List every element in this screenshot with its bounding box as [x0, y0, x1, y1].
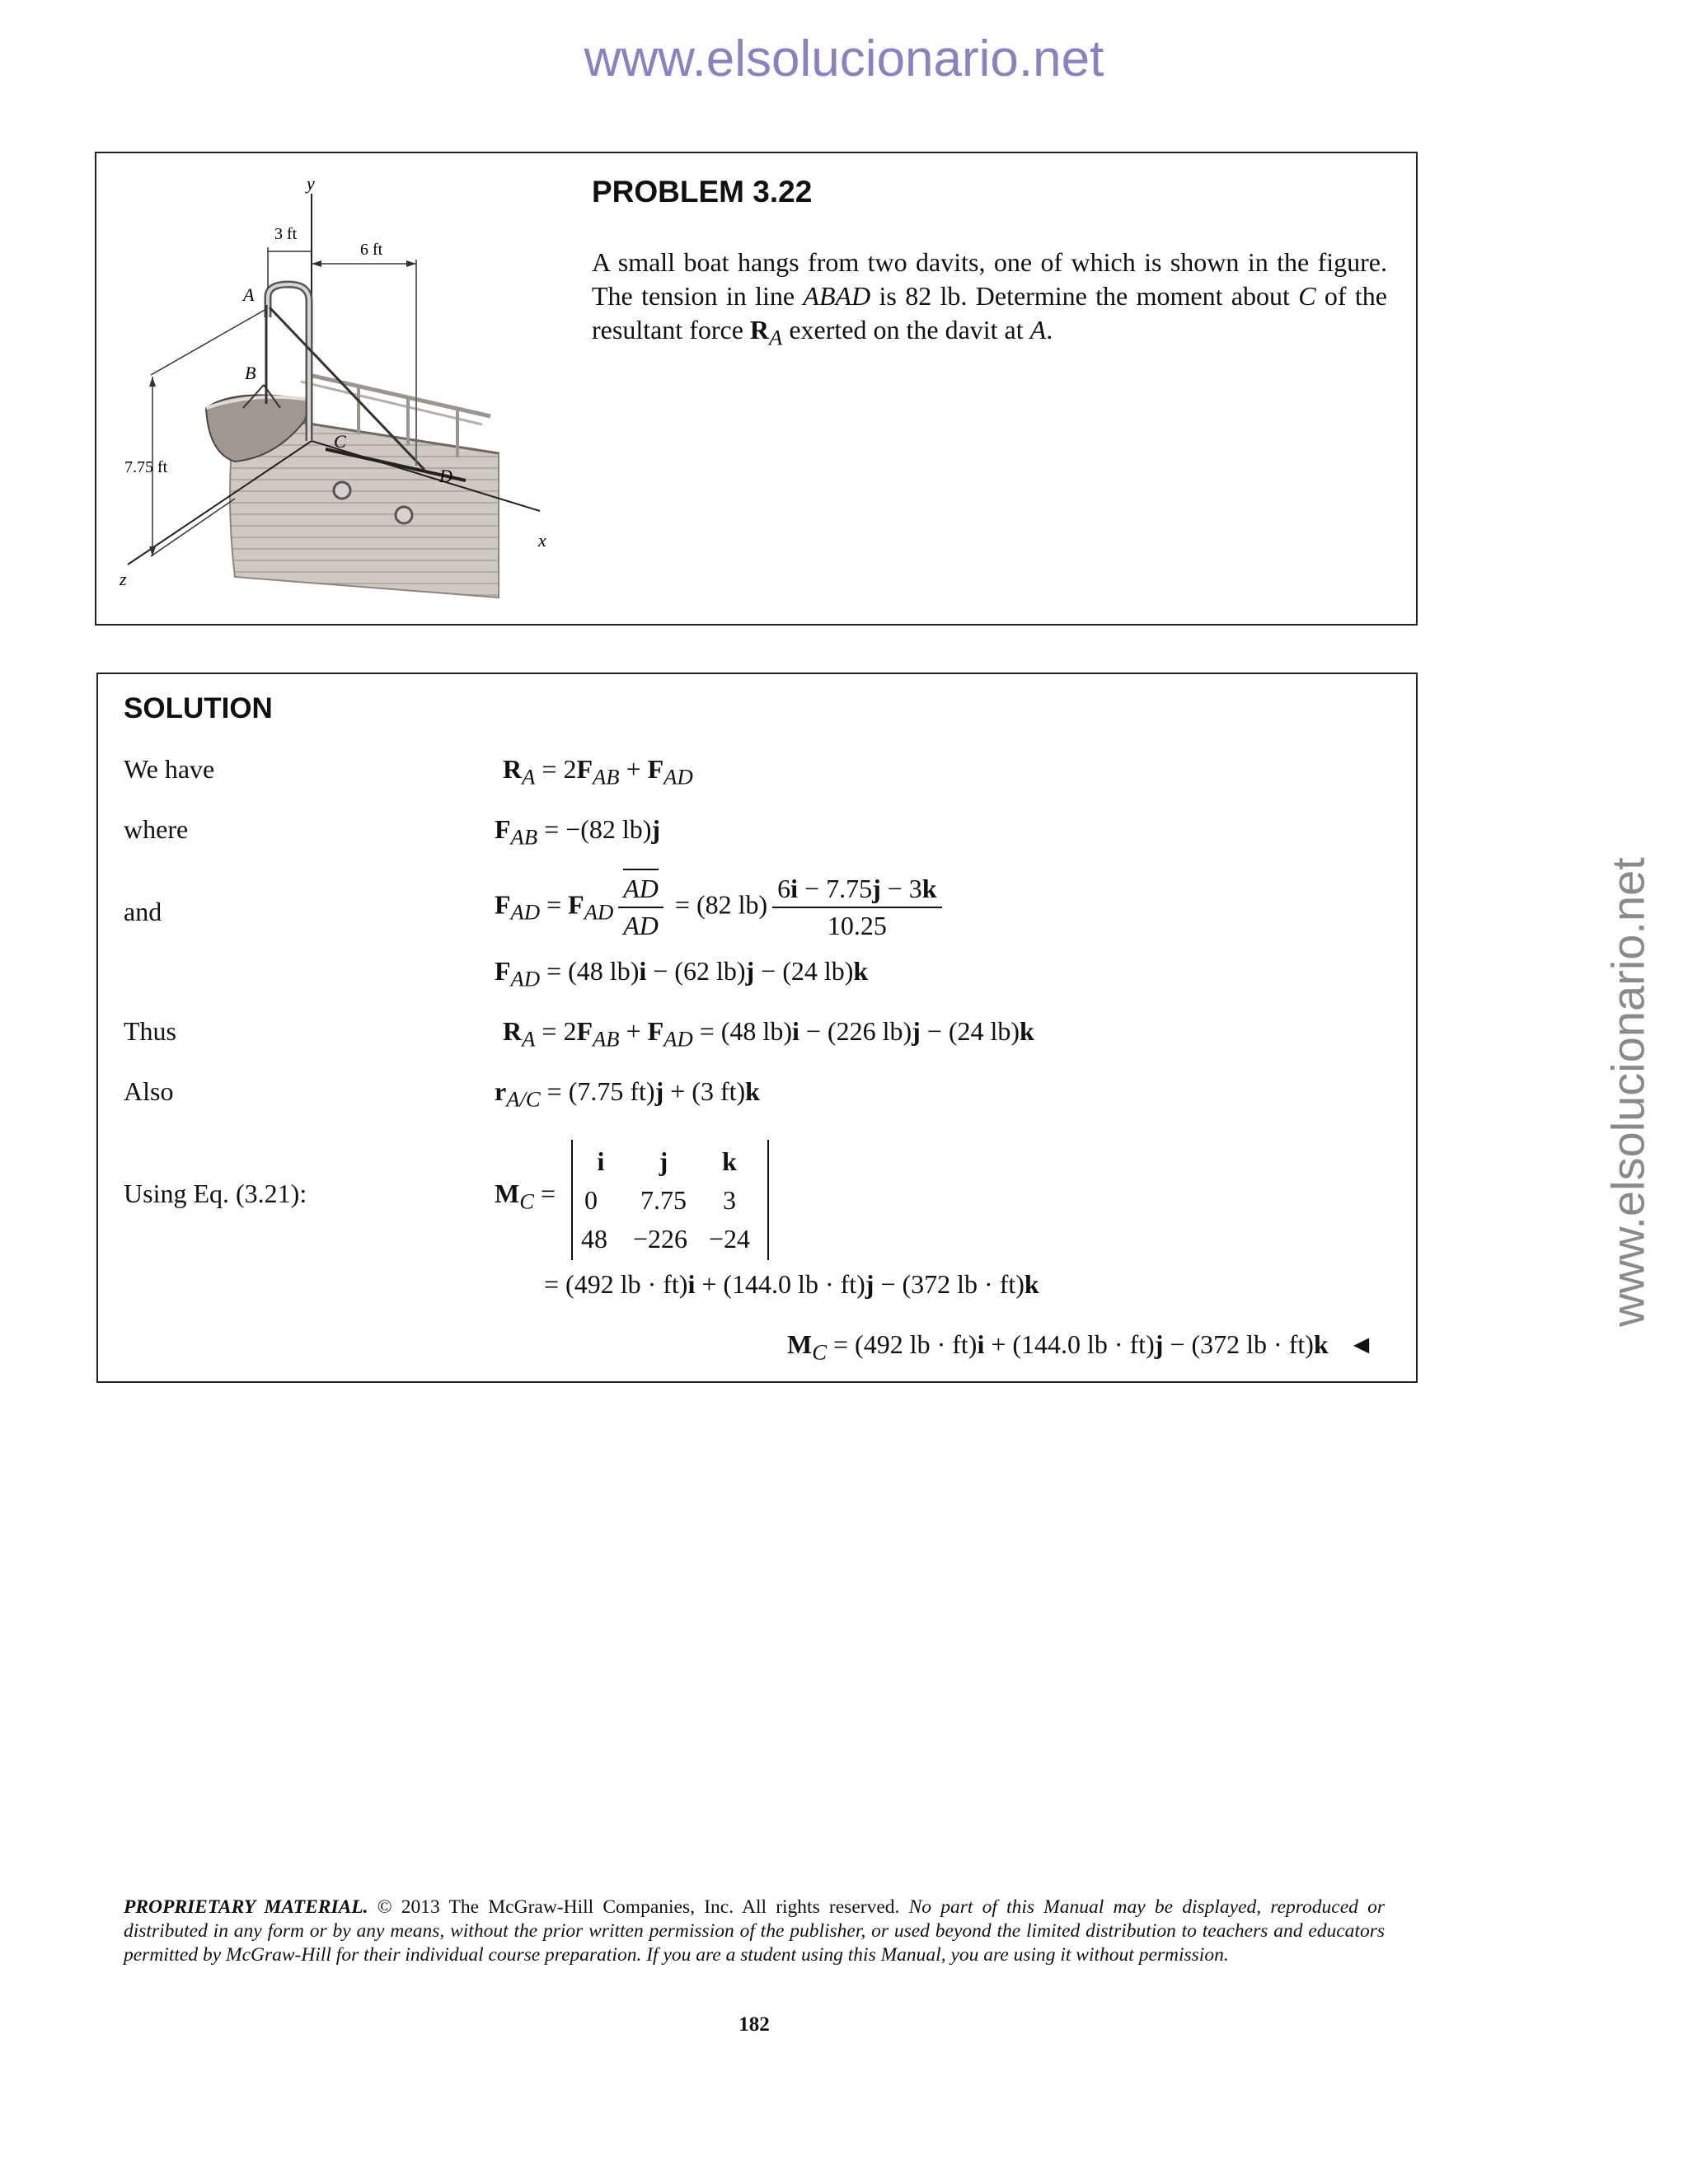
matrix-cell: −226: [632, 1224, 688, 1254]
eq-text: − 3: [880, 874, 922, 903]
eq-text: − (24 lb): [920, 1016, 1020, 1046]
eq-subscript: A: [522, 764, 536, 790]
fraction-unit-vector: [618, 874, 663, 941]
eq-symbol: AD: [623, 874, 659, 903]
eq-symbol: k: [1313, 1329, 1329, 1359]
eq-text: = (492 lb · ft): [544, 1269, 688, 1299]
matrix-cell: i: [597, 1146, 605, 1176]
equation-FAD-unit: [495, 874, 947, 941]
label-also: Also: [124, 1076, 174, 1106]
eq-subscript: C: [812, 1339, 827, 1365]
eq-symbol: r: [495, 1076, 507, 1106]
footer-text: © 2013 The McGraw-Hill Companies, Inc. All rights reserved.: [368, 1896, 909, 1918]
eq-symbol: j: [654, 1076, 664, 1106]
problem-text: of the resultant force: [592, 281, 1388, 344]
matrix-cell: 48: [581, 1224, 607, 1254]
eq-symbol: k: [1024, 1269, 1039, 1299]
equation-FAD-result: [495, 956, 868, 991]
eq-text: 10.25: [827, 911, 887, 940]
eq-symbol: k: [1020, 1016, 1034, 1046]
eq-symbol: F: [495, 814, 511, 844]
eq-text: − (226 lb): [799, 1016, 912, 1046]
eq-symbol: j: [912, 1016, 921, 1046]
label-D: D: [439, 466, 452, 486]
label-where: where: [124, 814, 189, 844]
eq-symbol: F: [647, 754, 664, 784]
eq-text: 6: [777, 874, 791, 903]
final-answer: [787, 1329, 1374, 1365]
eq-text: = (7.75 ft): [540, 1076, 655, 1106]
eq-text: = (82 lb): [668, 889, 768, 920]
eq-symbol: j: [872, 874, 881, 903]
eq-text: + (144.0 lb · ft): [695, 1269, 865, 1299]
eq-text: +: [619, 1016, 648, 1046]
eq-text: = (48 lb): [540, 956, 640, 986]
eq-symbol: F: [568, 889, 584, 920]
eq-text: +: [619, 754, 648, 784]
fraction-components: [772, 874, 941, 941]
eq-subscript: AD: [510, 899, 541, 925]
label-x: x: [538, 530, 546, 551]
eq-symbol: i: [791, 1016, 799, 1046]
eq-symbol: F: [576, 754, 593, 784]
eq-text: =: [533, 1179, 556, 1208]
label-y: y: [307, 173, 315, 194]
eq-subscript: AB: [593, 764, 620, 790]
eq-symbol: k: [745, 1076, 760, 1106]
eq-symbol: i: [639, 956, 647, 986]
page-number: 182: [738, 2013, 770, 2036]
eq-subscript: AD: [510, 966, 541, 991]
label-we-have: We have: [124, 754, 215, 784]
eq-symbol: i: [977, 1329, 985, 1359]
equation-FAB: [495, 814, 660, 850]
eq-symbol: j: [651, 814, 661, 844]
eq-text: = −(82 lb): [537, 814, 652, 844]
eq-subscript: AD: [584, 899, 614, 925]
eq-text: = (48 lb): [692, 1016, 792, 1046]
eq-symbol: F: [495, 889, 511, 920]
problem-title: PROBLEM 3.22: [592, 175, 813, 209]
eq-text: − 7.75: [798, 874, 873, 903]
footer-label: PROPRIETARY MATERIAL.: [124, 1896, 368, 1918]
eq-symbol: F: [495, 956, 511, 986]
label-z: z: [120, 569, 127, 589]
equation-MC-lhs: [495, 1179, 556, 1214]
copyright-notice: [124, 1896, 1385, 1967]
label-A: A: [243, 284, 255, 305]
label-using-eq: Using Eq. (3.21):: [124, 1179, 307, 1208]
problem-text: C: [1298, 281, 1316, 311]
eq-subscript: C: [519, 1188, 534, 1214]
eq-subscript: A: [522, 1026, 536, 1052]
problem-text: ABAD: [803, 281, 871, 311]
determinant-matrix: [571, 1140, 769, 1260]
davit-figure: [111, 169, 573, 614]
label-3ft: 3 ft: [274, 225, 298, 243]
watermark-side-text[interactable]: www.elsolucionario.net: [1601, 857, 1654, 1327]
problem-text: exerted on the davit at: [782, 315, 1030, 344]
label-6ft: 6 ft: [360, 241, 383, 259]
equation-RA-result: [503, 1016, 1034, 1052]
eq-text: = 2: [535, 1016, 577, 1046]
eq-text: − (372 lb · ft): [874, 1269, 1025, 1299]
label-775ft: 7.75 ft: [124, 458, 168, 476]
matrix-cell: k: [722, 1146, 737, 1176]
matrix-cell: j: [659, 1146, 668, 1176]
label-thus: Thus: [124, 1016, 176, 1046]
eq-symbol: j: [865, 1269, 874, 1299]
porthole-icon: [396, 507, 412, 523]
problem-text: A: [1029, 315, 1047, 344]
watermark-top[interactable]: www.elsolucionario.net: [584, 30, 1104, 87]
eq-symbol: F: [576, 1016, 593, 1046]
eq-text: = 2: [535, 754, 577, 784]
eq-text: = (492 lb · ft): [826, 1329, 978, 1359]
eq-symbol: R: [503, 1016, 523, 1046]
eq-symbol: i: [790, 874, 799, 903]
matrix-cell: 0: [584, 1185, 598, 1215]
equation-MC-expanded: [544, 1269, 1039, 1300]
eq-symbol: j: [1154, 1329, 1164, 1359]
eq-subscript: AD: [663, 764, 693, 790]
problem-text: A small boat hangs from two davits, one of which is shown in the figure. The tension in line: [592, 247, 1387, 311]
matrix-cell: −24: [708, 1224, 751, 1254]
matrix-cell: 3: [723, 1185, 736, 1215]
problem-text: is 82 lb. Determine the moment about: [870, 281, 1299, 311]
eq-subscript: AD: [663, 1026, 693, 1052]
eq-text: + (144.0 lb · ft): [984, 1329, 1155, 1359]
eq-text: − (372 lb · ft): [1163, 1329, 1314, 1359]
footer-text: No part of this Manual may be displayed, reproduced or distributed in any form or by any means, without the prior written permission of the publisher, or used beyond the limited distribution to teachers and educators permitted by McGraw-Hill for their individual course preparation. If you are a student using this Manual, you are using it without permission.: [124, 1896, 1386, 1966]
label-and: and: [124, 897, 162, 926]
eq-symbol: F: [647, 1016, 664, 1046]
porthole-icon: [334, 482, 350, 499]
problem-statement: [592, 246, 1387, 354]
eq-symbol: AD: [623, 911, 659, 940]
equation-rAC: [495, 1076, 760, 1112]
eq-symbol: R: [503, 754, 523, 784]
eq-subscript: AB: [510, 824, 538, 850]
label-B: B: [245, 363, 256, 383]
eq-symbol: k: [921, 874, 937, 903]
equation-resultant: [503, 754, 693, 790]
eq-symbol: i: [687, 1269, 696, 1299]
problem-text: R: [749, 315, 770, 344]
eq-symbol: M: [787, 1329, 813, 1359]
answer-marker-icon: ◄: [1348, 1329, 1375, 1359]
eq-symbol: k: [853, 956, 869, 986]
eq-text: − (62 lb): [646, 956, 746, 986]
eq-symbol: j: [745, 956, 755, 986]
eq-text: + (3 ft): [663, 1076, 746, 1106]
problem-text: A: [769, 325, 783, 350]
matrix-cell: 7.75: [640, 1185, 687, 1215]
label-C: C: [334, 431, 346, 452]
eq-text: − (24 lb): [754, 956, 854, 986]
problem-text: .: [1046, 315, 1053, 344]
eq-symbol: M: [495, 1179, 520, 1208]
eq-subscript: AB: [593, 1026, 620, 1052]
solution-title: SOLUTION: [124, 692, 273, 724]
eq-subscript: A/C: [506, 1086, 541, 1112]
eq-text: =: [540, 889, 569, 920]
